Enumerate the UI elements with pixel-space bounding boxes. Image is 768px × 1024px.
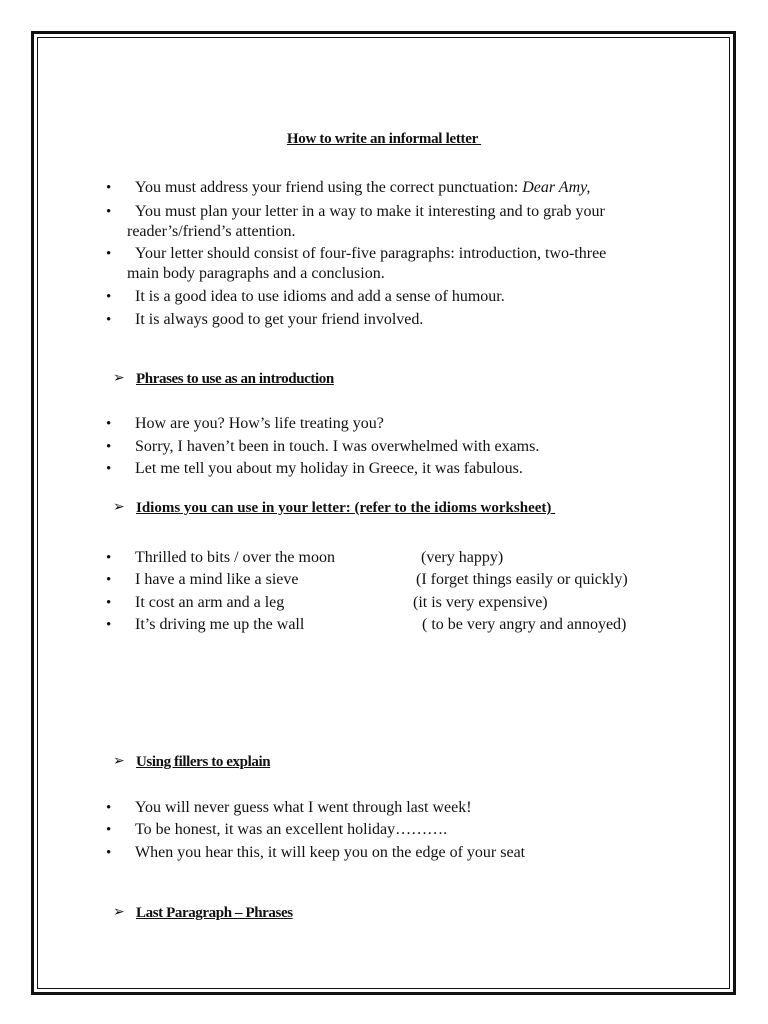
bullet-icon: • bbox=[106, 312, 112, 328]
arrow-bullet-icon: ➢ bbox=[113, 905, 125, 920]
list-item-text: To be honest, it was an excellent holiday………. bbox=[135, 821, 448, 838]
idiom-meaning: (I forget things easily or quickly) bbox=[416, 571, 628, 588]
bullet-icon: • bbox=[106, 572, 112, 588]
list-item-text: You must address your friend using the correct punctuation: bbox=[135, 179, 523, 196]
bullet-icon: • bbox=[106, 550, 112, 566]
list-item-text: Let me tell you about my holiday in Greece, it was fabulous. bbox=[135, 460, 523, 477]
idiom-text: It cost an arm and a leg bbox=[135, 594, 285, 611]
bullet-icon: • bbox=[106, 246, 112, 262]
section-heading-text: Idioms you can use in your letter: (refer to the idioms worksheet) bbox=[136, 500, 556, 516]
bullet-icon: • bbox=[106, 845, 112, 861]
bullet-icon: • bbox=[106, 180, 112, 196]
list-item-text: When you hear this, it will keep you on the edge of your seat bbox=[135, 844, 526, 861]
list-item-text: You must plan your letter in a way to make it interesting and to grab your bbox=[135, 203, 605, 220]
section-heading-last-paragraph bbox=[0, 903, 293, 963]
example-greeting: Dear Amy, bbox=[522, 179, 591, 196]
list-item-text: It is a good idea to use idioms and add a sense of humour. bbox=[135, 288, 505, 305]
idiom-text: It’s driving me up the wall bbox=[135, 616, 305, 633]
bullet-icon: • bbox=[106, 439, 112, 455]
idiom-meaning: ( to be very angry and annoyed) bbox=[422, 616, 627, 633]
idiom-text: I have a mind like a sieve bbox=[135, 571, 299, 588]
section-heading-fillers bbox=[0, 752, 271, 812]
document-title: How to write an informal letter bbox=[286, 131, 482, 147]
idiom-text: Thrilled to bits / over the moon bbox=[135, 549, 335, 566]
arrow-bullet-icon: ➢ bbox=[113, 371, 125, 386]
section-heading-text: Phrases to use as an introduction bbox=[136, 371, 334, 387]
arrow-bullet-icon: ➢ bbox=[113, 754, 125, 769]
list-item-text-continued: reader’s/friend’s attention. bbox=[127, 223, 296, 240]
bullet-icon: • bbox=[106, 289, 112, 305]
list-item-text-continued: main body paragraphs and a conclusion. bbox=[127, 265, 385, 282]
bullet-icon: • bbox=[106, 617, 112, 633]
section-heading-text: Last Paragraph – Phrases bbox=[136, 905, 293, 921]
list-item-text: It is always good to get your friend involved. bbox=[135, 311, 424, 328]
list-item-text: Sorry, I haven’t been in touch. I was overwhelmed with exams. bbox=[135, 438, 540, 455]
list-item-text: Your letter should consist of four-five paragraphs: introduction, two-three bbox=[135, 245, 607, 262]
section-heading-text: Using fillers to explain bbox=[136, 754, 271, 770]
list-item-text: How are you? How’s life treating you? bbox=[135, 415, 384, 432]
arrow-bullet-icon: ➢ bbox=[113, 500, 125, 515]
bullet-icon: • bbox=[106, 416, 112, 432]
bullet-icon: • bbox=[106, 461, 112, 477]
bullet-icon: • bbox=[106, 800, 112, 816]
bullet-icon: • bbox=[106, 822, 112, 838]
list-item-text: You will never guess what I went through last week! bbox=[135, 799, 472, 816]
bullet-icon: • bbox=[106, 204, 112, 220]
idiom-meaning: (it is very expensive) bbox=[413, 594, 548, 611]
idiom-meaning: (very happy) bbox=[421, 549, 504, 566]
bullet-icon: • bbox=[106, 595, 112, 611]
